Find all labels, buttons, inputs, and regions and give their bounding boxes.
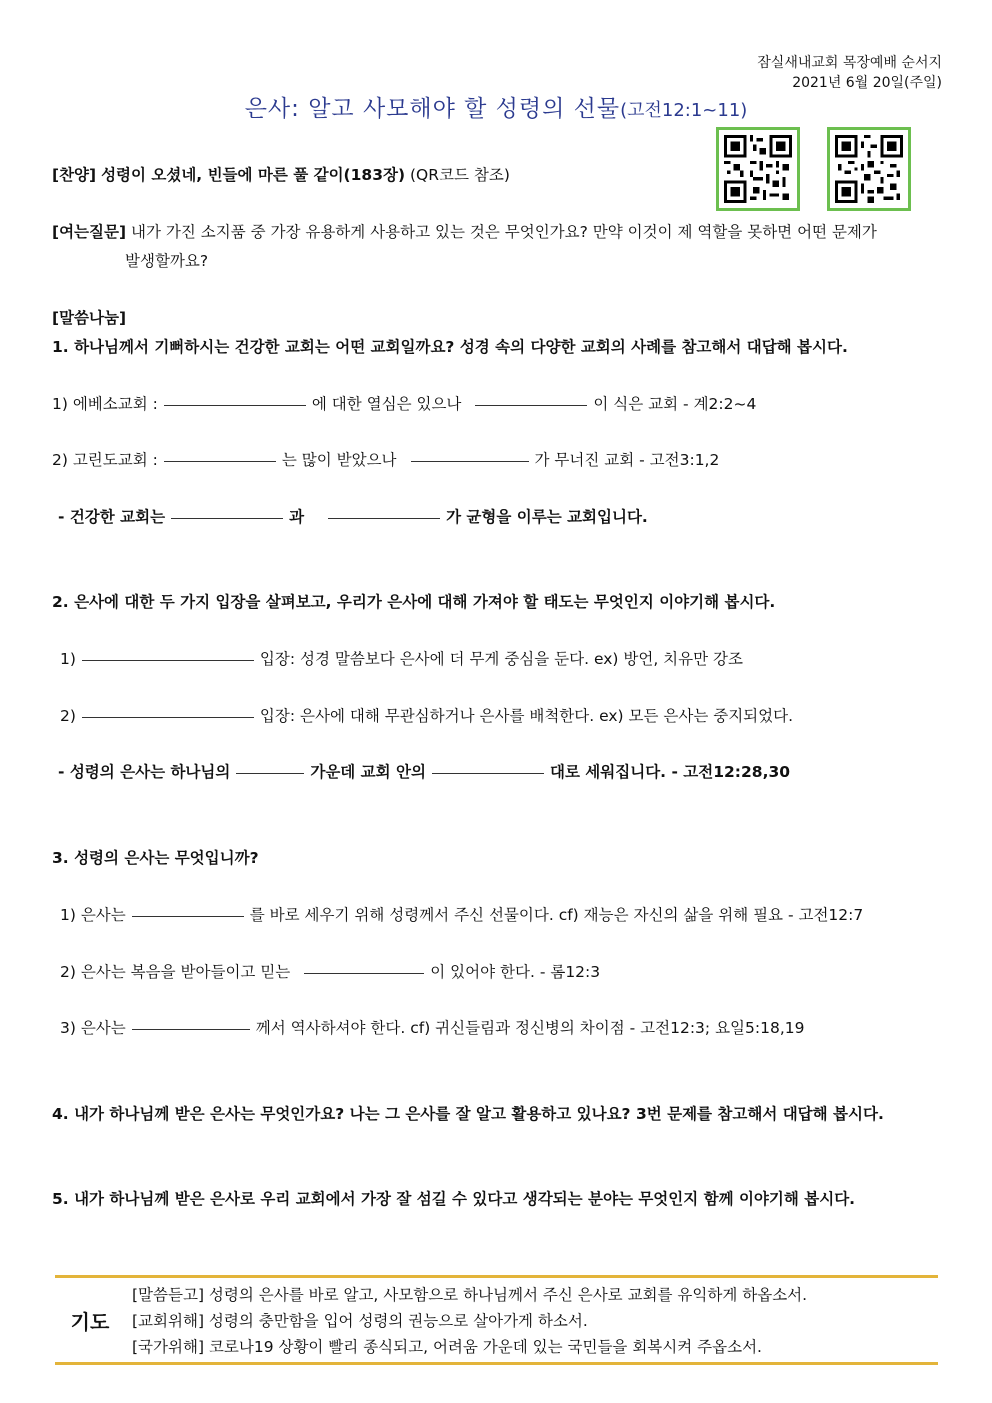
title-reference: (고전12:1~11) bbox=[620, 100, 748, 121]
fill-blank[interactable] bbox=[132, 1029, 250, 1030]
fill-blank[interactable] bbox=[164, 461, 276, 462]
q2-answer-1 bbox=[60, 647, 743, 669]
title-main: 은사: 알고 사모해야 할 성령의 선물 bbox=[244, 96, 621, 122]
q2-summary bbox=[58, 760, 790, 782]
question-1-title: 1. 하나님께서 기뻐하시는 건강한 교회는 어떤 교회일까요? 성경 속의 다양한 교회의 사례를 참고해서 대답해 봅시다. bbox=[52, 338, 848, 356]
q3-a3-pre: 3) 은사는 bbox=[60, 1019, 126, 1037]
qr-code-icon[interactable] bbox=[827, 127, 911, 211]
q3-a2-post: 이 있어야 한다. - 롬12:3 bbox=[430, 963, 601, 981]
q1-a1-mid: 에 대한 열심은 있으나 bbox=[311, 395, 462, 413]
q3-answer-1 bbox=[60, 903, 863, 925]
fill-blank[interactable] bbox=[432, 773, 544, 774]
q2-a1-pre: 1) bbox=[60, 650, 76, 668]
q2-a1-post: 입장: 성경 말씀보다 은사에 더 무게 중심을 둔다. ex) 방언, 치유만 강조 bbox=[259, 650, 743, 668]
q1-summary-mid: 과 bbox=[289, 508, 305, 526]
fill-blank[interactable] bbox=[475, 405, 587, 406]
opening-line-1: 내가 가진 소지품 중 가장 유용하게 사용하고 있는 것은 무엇인가요? 만약 이것이 제 역할을 못하면 어떤 문제가 bbox=[131, 223, 877, 241]
opening-question bbox=[52, 220, 877, 242]
hymn-title: 성령이 오셨네, 빈들에 마른 풀 같이(183장) bbox=[101, 166, 406, 184]
q2-summary-pre: - 성령의 은사는 하나님의 bbox=[58, 763, 231, 781]
fill-blank[interactable] bbox=[411, 461, 529, 462]
question-4-title: 4. 내가 하나님께 받은 은사는 무엇인가요? 나는 그 은사를 잘 알고 활용하고 있나요? 3번 문제를 참고해서 대답해 봅시다. bbox=[52, 1105, 884, 1123]
hymn-tag: [찬양] bbox=[52, 166, 97, 184]
q1-summary-post: 가 균형을 이루는 교회입니다. bbox=[446, 508, 648, 526]
hymn-note: (QR코드 참조) bbox=[410, 166, 510, 184]
q2-a2-pre: 2) bbox=[60, 707, 76, 725]
q1-a2-pre: 2) 고린도교회 : bbox=[52, 451, 158, 469]
opening-line-2: 발생할까요? bbox=[125, 252, 209, 270]
q1-a2-post: 가 무너진 교회 - 고전3:1,2 bbox=[534, 451, 720, 469]
q1-a1-pre: 1) 에베소교회 : bbox=[52, 395, 158, 413]
fill-blank[interactable] bbox=[82, 660, 254, 661]
prayer-item: [교회위해] 성령의 충만함을 입어 성령의 권능으로 살아가게 하소서. bbox=[132, 1312, 588, 1330]
q2-a2-post: 입장: 은사에 대해 무관심하거나 은사를 배척한다. ex) 모든 은사는 중지되었다. bbox=[259, 707, 794, 725]
fill-blank[interactable] bbox=[82, 717, 254, 718]
q3-a2-pre: 2) 은사는 복음을 받아들이고 믿는 bbox=[60, 963, 291, 981]
q2-summary-mid: 가운데 교회 안의 bbox=[310, 763, 426, 781]
q3-answer-3 bbox=[60, 1016, 804, 1038]
fill-blank[interactable] bbox=[132, 916, 244, 917]
q2-answer-2 bbox=[60, 704, 793, 726]
q2-summary-post: 대로 세워집니다. - 고전12:28,30 bbox=[549, 763, 791, 781]
fill-blank[interactable] bbox=[171, 518, 283, 519]
service-date: 2021년 6월 20일(주일) bbox=[792, 75, 942, 91]
question-2-title: 2. 은사에 대한 두 가지 입장을 살펴보고, 우리가 은사에 대해 가져야 할 태도는 무엇인지 이야기해 봅시다. bbox=[52, 593, 776, 611]
qr-code-icon[interactable] bbox=[716, 127, 800, 211]
fill-blank[interactable] bbox=[304, 973, 424, 974]
question-3-title: 3. 성령의 은사는 무엇입니까? bbox=[52, 849, 259, 867]
opening-tag: [여는질문] bbox=[52, 223, 127, 241]
q3-a1-post: 를 바로 세우기 위해 성령께서 주신 선물이다. cf) 재능은 자신의 삶을 위해 필요 - 고전12:7 bbox=[249, 906, 864, 924]
q3-a3-post: 께서 역사하셔야 한다. cf) 귀신들림과 정신병의 차이점 - 고전12:3; 요일5:18,19 bbox=[255, 1019, 805, 1037]
prayer-item: [말씀듣고] 성령의 은사를 바로 알고, 사모함으로 하나님께서 주신 은사로 교회를 유익하게 하옵소서. bbox=[132, 1286, 808, 1304]
q3-a1-pre: 1) 은사는 bbox=[60, 906, 126, 924]
page-title bbox=[0, 90, 992, 123]
fill-blank[interactable] bbox=[164, 405, 306, 406]
fill-blank[interactable] bbox=[236, 773, 304, 774]
prayer-item: [국가위해] 코로나19 상황이 빨리 종식되고, 어려움 가운데 있는 국민들을 회복시켜 주옵소서. bbox=[132, 1338, 762, 1356]
q1-answer-1 bbox=[52, 392, 756, 414]
question-5-title: 5. 내가 하나님께 받은 은사로 우리 교회에서 가장 잘 섬길 수 있다고 생각되는 분야는 무엇인지 함께 이야기해 봅시다. bbox=[52, 1190, 856, 1208]
prayer-section bbox=[55, 1275, 938, 1365]
prayer-label: 기도 bbox=[70, 1309, 110, 1334]
hymn-line bbox=[52, 163, 510, 185]
q1-summary-pre: - 건강한 교회는 bbox=[58, 508, 166, 526]
q1-a1-post: 이 식은 교회 - 계2:2~4 bbox=[593, 395, 757, 413]
q1-summary bbox=[58, 505, 648, 527]
fill-blank[interactable] bbox=[328, 518, 440, 519]
q1-answer-2 bbox=[52, 448, 719, 470]
church-name: 잠실새내교회 목장예배 순서지 bbox=[757, 55, 942, 71]
q3-answer-2 bbox=[60, 960, 600, 982]
sharing-tag: [말씀나눔] bbox=[52, 309, 127, 327]
q1-a2-mid: 는 많이 받았으나 bbox=[281, 451, 397, 469]
